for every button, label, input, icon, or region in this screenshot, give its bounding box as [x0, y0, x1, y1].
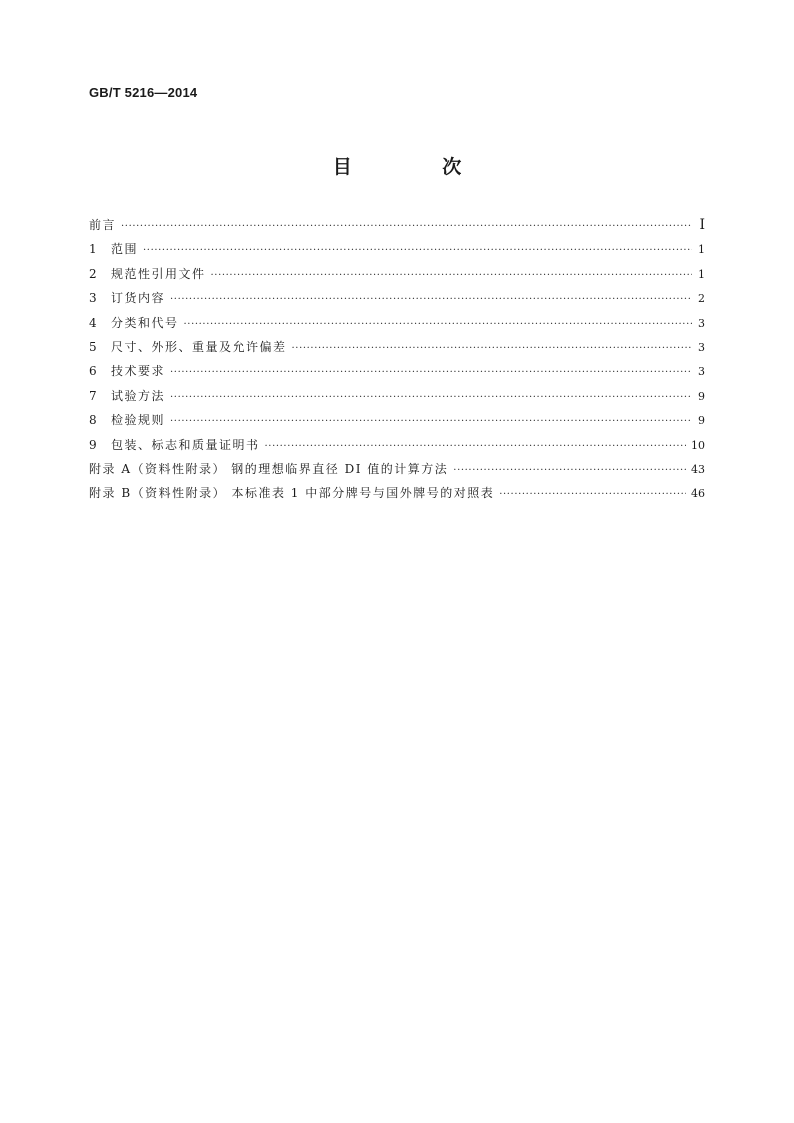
toc-leader-dots: [121, 221, 692, 232]
toc-entry-label: 检验规则: [111, 413, 166, 428]
toc-entry-label: 尺寸、外形、重量及允许偏差: [111, 339, 287, 354]
toc-entry-6[interactable]: [89, 362, 705, 386]
toc-entry-3[interactable]: [89, 289, 705, 313]
toc-leader-dots: [170, 367, 692, 378]
toc-entry-page: 3: [698, 365, 705, 379]
toc-entry-page: 46: [691, 487, 705, 501]
toc-entry-9[interactable]: [89, 436, 705, 460]
toc-leader-dots: [170, 416, 692, 427]
toc-leader-dots: [143, 245, 692, 256]
toc-entry-page: 1: [698, 267, 705, 281]
toc-leader-dots: [499, 489, 686, 500]
toc-entry-1[interactable]: [89, 240, 705, 264]
toc-leader-dots: [265, 441, 686, 452]
toc-leader-dots: [170, 392, 692, 403]
toc-entry-7[interactable]: [89, 387, 705, 411]
toc-entry-label: 订货内容: [111, 291, 166, 306]
toc-entry-number: 9: [89, 437, 97, 452]
toc-entry-8[interactable]: [89, 411, 705, 435]
toc-entry-foreword[interactable]: [89, 216, 705, 240]
toc-entry-label: 试验方法: [111, 388, 166, 403]
toc-entry-appendix-b[interactable]: [89, 484, 705, 508]
toc-entry-page: 9: [698, 389, 705, 403]
toc-entry-page: 10: [691, 438, 705, 452]
toc-leader-dots: [184, 319, 692, 330]
toc-entry-label: 附录 A（资料性附录） 钢的理想临界直径 DI 值的计算方法: [89, 461, 449, 476]
toc-entry-appendix-a[interactable]: [89, 460, 705, 484]
toc-entry-4[interactable]: [89, 314, 705, 338]
toc-entry-number: 2: [89, 266, 97, 281]
toc-entry-number: 6: [89, 364, 97, 379]
toc-entry-page: 43: [691, 462, 705, 476]
toc-entry-page: 3: [698, 340, 705, 354]
toc-entry-page: 3: [698, 316, 705, 330]
toc-entry-number: 5: [89, 339, 97, 354]
toc-entry-5[interactable]: [89, 338, 705, 362]
toc-entry-number: 8: [89, 413, 97, 428]
page-title: 目 次: [332, 156, 504, 178]
toc-entry-2[interactable]: [89, 265, 705, 289]
toc-entry-number: 3: [89, 291, 97, 306]
toc-leader-dots: [292, 343, 692, 354]
toc-entry-label: 范围: [111, 242, 139, 257]
toc-entry-page: 9: [698, 414, 705, 428]
toc-entry-label: 附录 B（资料性附录） 本标准表 1 中部分牌号与国外牌号的对照表: [89, 486, 495, 501]
table-of-contents: [89, 216, 705, 509]
toc-entry-label: 分类和代号: [111, 315, 179, 330]
toc-entry-page: I: [699, 217, 705, 233]
toc-leader-dots: [170, 294, 692, 305]
toc-entry-number: 4: [89, 315, 97, 330]
toc-entry-page: 2: [698, 292, 705, 306]
toc-entry-label: 前言: [89, 218, 117, 232]
toc-entry-number: 7: [89, 388, 97, 403]
toc-entry-label: 包装、标志和质量证明书: [111, 437, 260, 452]
toc-entry-label: 技术要求: [111, 364, 166, 379]
standard-code: GB/T 5216—2014: [89, 85, 198, 100]
toc-leader-dots: [211, 270, 692, 281]
toc-entry-label: 规范性引用文件: [111, 266, 206, 281]
toc-entry-number: 1: [89, 242, 97, 257]
toc-entry-page: 1: [698, 243, 705, 257]
toc-leader-dots: [453, 465, 686, 476]
